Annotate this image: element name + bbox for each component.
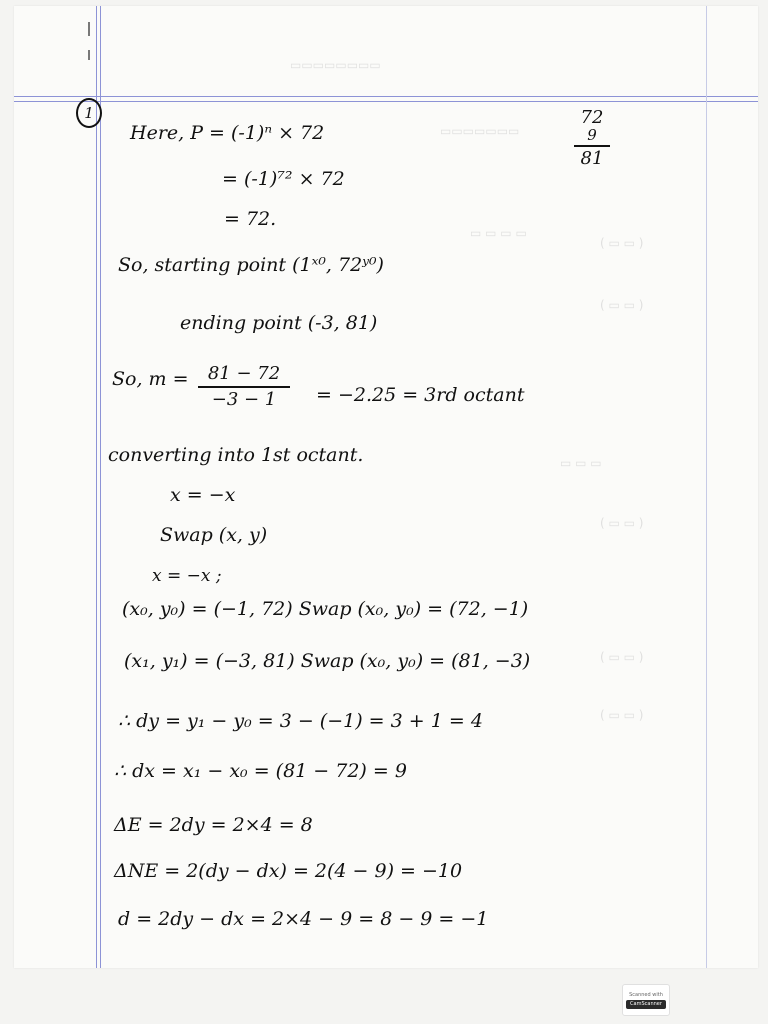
scanner-caption: Scanned with xyxy=(629,991,663,998)
solution-line-slope-value: = −2.25 = 3rd octant xyxy=(316,384,525,406)
side-note-top: 72 xyxy=(580,107,604,128)
page-top-rule xyxy=(14,96,758,97)
solution-line-ending-point: ending point (-3, 81) xyxy=(180,312,378,334)
slope-numerator: 81 − 72 xyxy=(207,363,281,384)
bleed-through-mark: ▭▭▭▭▭▭▭ xyxy=(440,124,520,138)
solution-line-slope-label: So, m = xyxy=(112,368,189,390)
solution-line-decision: d = 2dy − dx = 2×4 − 9 = 8 − 9 = −1 xyxy=(118,908,489,930)
bleed-through-mark: ▭ ▭ ▭ xyxy=(560,456,602,470)
solution-line-delta-ne: ΔNE = 2(dy − dx) = 2(4 − 9) = −10 xyxy=(114,860,463,882)
right-margin-line xyxy=(706,6,707,968)
edge-mark xyxy=(88,50,90,60)
solution-line-p-formula: Here, P = (-1)ⁿ × 72 xyxy=(130,122,325,144)
solution-line-p-substitution: = (-1)⁷² × 72 xyxy=(222,168,345,190)
solution-line-x-negate: x = −x xyxy=(170,484,236,506)
side-note-bar xyxy=(574,145,610,147)
solution-line-delta-e: ΔE = 2dy = 2×4 = 8 xyxy=(114,814,313,836)
solution-line-point-1: (x₁, y₁) = (−3, 81) Swap (x₀, y₀) = (81, −3) xyxy=(124,650,531,672)
edge-mark xyxy=(88,22,90,36)
solution-line-x-negate-2: x = −x ; xyxy=(152,566,222,586)
left-margin-line-2 xyxy=(100,6,101,968)
bleed-through-mark: ( ▭ ▭ ) xyxy=(600,650,644,664)
side-note-bottom: 81 xyxy=(580,147,604,169)
bleed-through-mark: ( ▭ ▭ ) xyxy=(600,516,644,530)
solution-line-converting: converting into 1st octant. xyxy=(108,444,364,466)
camscanner-logo: CamScanner xyxy=(626,1000,666,1009)
solution-line-swap: Swap (x, y) xyxy=(160,524,268,546)
solution-line-starting-point: So, starting point (1ˣ⁰, 72ʸ⁰) xyxy=(118,254,384,276)
bleed-through-mark: ( ▭ ▭ ) xyxy=(600,708,644,722)
solution-line-p-value: = 72. xyxy=(224,208,277,230)
solution-line-dx: ∴ dx = x₁ − x₀ = (81 − 72) = 9 xyxy=(114,760,407,782)
page-top-rule-2 xyxy=(14,101,758,102)
camscanner-badge xyxy=(622,984,670,1016)
solution-line-dy: ∴ dy = y₁ − y₀ = 3 − (−1) = 3 + 1 = 4 xyxy=(118,710,483,732)
slope-fraction-bar xyxy=(198,386,290,388)
bleed-through-mark: ( ▭ ▭ ) xyxy=(600,236,644,250)
bleed-through-mark: ▭▭▭▭▭▭▭▭ xyxy=(290,58,381,72)
question-number: 1 xyxy=(76,98,102,128)
slope-denominator: −3 − 1 xyxy=(211,388,277,410)
bleed-through-mark: ▭ ▭ ▭ ▭ xyxy=(470,226,527,240)
solution-line-point-0: (x₀, y₀) = (−1, 72) Swap (x₀, y₀) = (72, −1) xyxy=(122,598,529,620)
left-margin-line xyxy=(96,6,97,968)
side-note-fraction xyxy=(574,108,610,169)
slope-fraction xyxy=(198,364,290,410)
bleed-through-mark: ( ▭ ▭ ) xyxy=(600,298,644,312)
side-note-middle: 9 xyxy=(587,125,597,144)
